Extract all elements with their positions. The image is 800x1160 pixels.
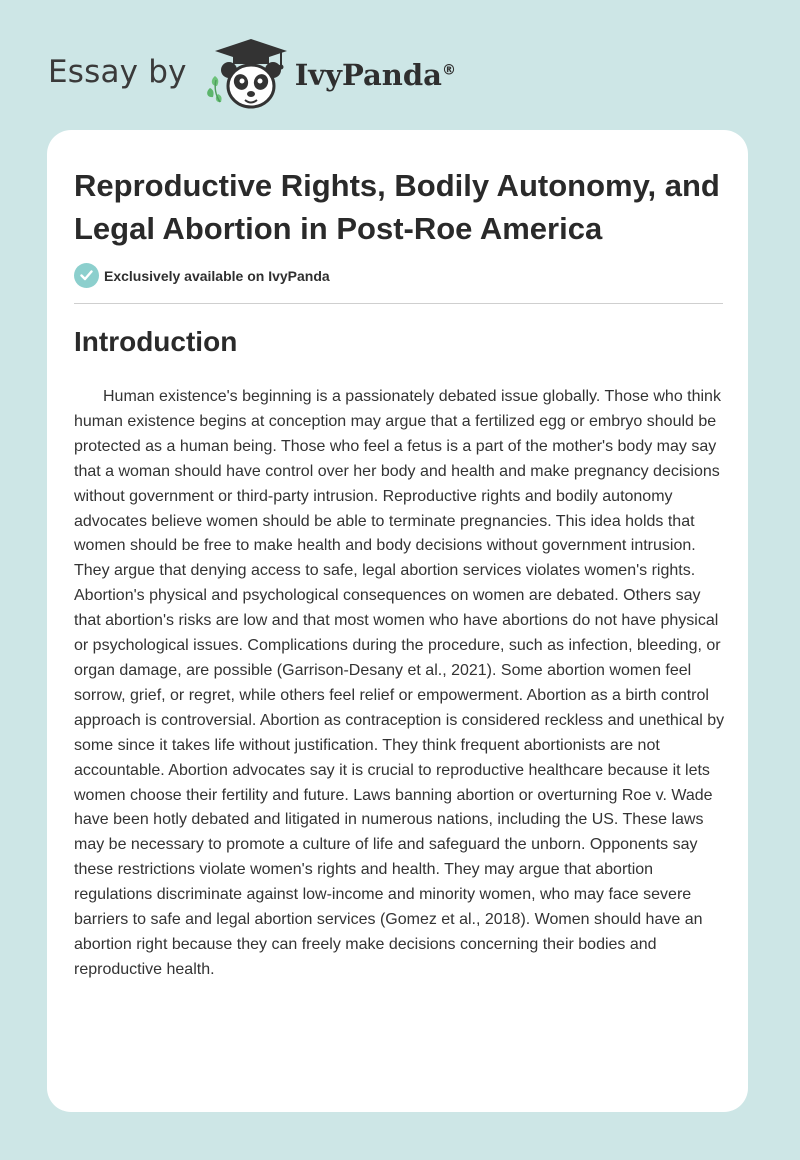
essay-title: Reproductive Rights, Bodily Autonomy, and Legal Abortion in Post-Roe America [74, 168, 720, 246]
essay-by-label: Essay by [48, 54, 187, 90]
site-header [48, 34, 456, 114]
panda-graduate-icon[interactable] [201, 36, 291, 112]
ivy-leaf-icon [207, 76, 221, 102]
divider [74, 303, 723, 304]
exclusive-badge [74, 263, 330, 288]
brand-name[interactable] [295, 58, 456, 92]
exclusive-label: Exclusively available on IvyPanda [104, 267, 330, 284]
registered-mark: ® [441, 62, 456, 79]
essay-paragraph: Human existence's beginning is a passionately debated issue globally. Those who think human existence begins at conception may argue that a fertilized egg or embryo should be protected as a human being. Those who feel a fetus is a part of the mother's body may say that a woman should have control over her body and health and make pregnancy decisions without government or third-party intrusion. Reproductive rights and bodily autonomy advocates believe women should be able to terminate pregnancies. This idea holds that women should be free to make health and body decisions without government intrusion. They argue that denying access to safe, legal abortion services violates women's rights. Abortion's physical and psychological consequences on women are debated. Others say that abortion's risks are low and that most women who have abortions do not have physical or psychological issues. Complications during the procedure, such as infection, bleeding, or organ damage, are possible (Garrison-Desany et al., 2021). Some abortion women feel sorrow, grief, or regret, while others feel relief or empowerment. Abortion as a birth control approach is controversial. Abortion as contraception is considered reckless and unethical by some since it takes life without justification. They think frequent abortionists are not accountable. Abortion advocates say it is crucial to reproductive healthcare because it lets women choose their fertility and future. Laws banning abortion or overturning Roe v. Wade have been hotly debated and litigated in numerous nations, including the US. These laws may be necessary to promote a culture of life and safeguard the unborn. Opponents say these restrictions violate women's rights and health. They may argue that abortion regulations discriminate against low-income and minority women, who may face severe barriers to safe and legal abortion services (Gomez et al., 2018). Women should have an abortion right because they can freely make decisions concerning their bodies and reproductive health. [74, 388, 725, 978]
section-heading: Introduction [74, 326, 238, 357]
check-circle-icon [74, 263, 99, 288]
essay-card [47, 130, 748, 1112]
brand-name-text: IvyPanda [294, 58, 442, 92]
